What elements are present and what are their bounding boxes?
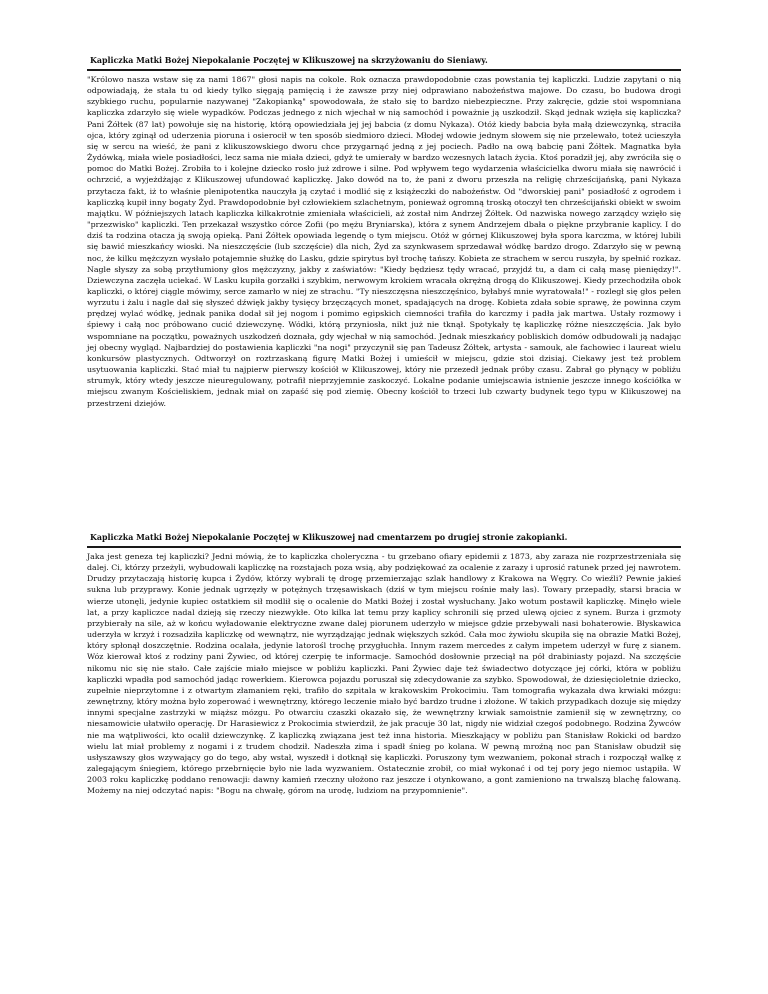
section-title-cmentarz: Kapliczka Matki Bożej Niepokalanie Poczętej w Klikuszowej nad cmentarzem po drugiej stronie zakopianki. bbox=[87, 533, 681, 548]
section-title-sieniawa: Kapliczka Matki Bożej Niepokalanie Poczętej w Klikuszowej na skrzyżowaniu do Sieniawy. bbox=[87, 56, 681, 71]
section-body-sieniawa: "Królowo nasza wstaw się za nami 1867" głosi napis na cokole. Rok oznacza prawdopodobnie czas powstania tej kapliczki. Ludzie zapytani o nią odpowiadają, że stała tu od kiedy tylko sięgają pamięcią i że zawsze przy niej odprawiano nabożeństwa majowe. Do czasu, bo budowa drogi szybkiego ruchu, popularnie nazywanej "Zakopianką" spowodowała, że stało się to bardzo niebezpieczne. Przy zakręcie, gdzie stoi wspomniana kapliczka zdarzyło się wiele wypadków. Podczas jednego z nich wjechał w nią samochód i poważnie ją uszkodził. Skąd jednak wzięła się kapliczka? Pani Żółtek (87 lat) powołuje się na historię, którą opowiedziała jej jej babcia (z domu Nykaza). Otóż kiedy babcia była małą dziewczynką, straciła ojca, który zginął od uderzenia pioruna i osierocił w ten sposób siedmioro dzieci. Młodej wdowie jednym słowem się nie przelewało, toteż ucieszyła się w sercu na wieść, że pani z klikuszowskiego dworu chce przygarnąć jedną z jej pociech. Padło na ową babcię pani Żółtek. Magnatka była Żydówką, miała wiele posiadłości, lecz sama nie miała dzieci, gdyż te umierały w bardzo wczesnych latach życia. Ktoś poradził jej, aby zwróciła się o pomoc do Matki Bożej. Zrobiła to i kolejne dziecko rosło już zdrowe i silne. Pod wpływem tego wydarzenia właścicielka dworu miała się nawrócić i ochrzcić, a wyjeżdżając z Klikuszowej ufundować kapliczkę. Jako dowód na to, że pani z dworu przeszła na religię chrześcijańską, pani Nykaza przytacza fakt, iż to właśnie plenipotentka nauczyła ją czytać i modlić się z książeczki do nabożeństw. Od "dworskiej pani" posiadłość z ogrodem i kapliczką kupił inny bogaty Żyd. Prawdopodobnie był człowiekiem szlachetnym, ponieważ ogromną troską otoczył ten chrześcijański obiekt w swoim majątku. W późniejszych latach kapliczka kilkakrotnie zmieniała właścicieli, aż został nim Andrzej Żółtek. Od nazwiska nowego zarządcy wzięło się "przezwisko" kapliczki. Ten przekazał wszystko córce Zofii (po mężu Bryniarska), która z synem Andrzejem dbała o piękne przybranie kaplicy. I do dziś ta rodzina otacza ją swoją opieką. Pani Żółtek opowiada legendę o tym miejscu. Otóż w górnej Klikuszowej była spora karczma, w której lubili się bawić mieszkańcy wioski. Na nieszczęście (lub szczęście) dla nich, Żyd za szynkwasem sprzedawał wódkę bardzo drogo. Zdarzyło się w pewną noc, że kilku mężczyzn wysłało potajemnie służkę do Lasku, gdzie spirytus był trochę tańszy. Kobieta ze strachem w sercu ruszyła, by spełnić rozkaz. Nagle słyszy za sobą przytłumiony głos mężczyzny, jakby z zaświatów: "Kiedy będziesz tędy wracać, przyjdź tu, a dam ci całą masę pieniędzy!". Dziewczyna zaczęła uciekać. W Lasku kupiła gorzałki i szybkim, nerwowym krokiem wracała okrężną drogą do Klikuszowej. Kiedy przechodziła obok kapliczki, o której ciągle mówimy, serce zamarło w niej ze strachu. "Ty nieszczęsna nieszczęśnico, byłabyś mnie wyratowała!" - rozległ się głos pełen wyrzutu i żalu i nagle dał się słyszeć dźwięk jakby tysięcy brzęczących monet, spadających na drogę. Kobieta zdała sobie sprawę, że powinna czym prędzej wylać wódkę, jednak panika dodał sił jej nogom i pomimo egipskich ciemności trafiła do karczmy i padła jak martwa. Ustały rozmowy i śpiewy i całą noc próbowano cucić dziewczynę. Wódki, którą przyniosła, nikt już nie tknął. Spotykały tę kapliczkę różne nieszczęścia. Jak było wspomniane na początku, poważnych uszkodzeń doznała, gdy wjechał w nią samochód. Jednak mieszkańcy pobliskich domów odbudowali ją nadając jej obecny wygląd. Najbardziej do postawienia kapliczki "na nogi" przyczynił się pan Tadeusz Żółtek, artysta - samouk, ale fachowiec i laureat wielu konkursów plastycznych. Odtworzył on roztrzaskaną figurę Matki Bożej i umieścił w miejscu, gdzie stoi dzisiaj. Ciekawy jest też problem usytuowania kapliczki. Stać miał tu najpierw pierwszy kościół w Klikuszowej, który nie przezedł jednak próby czasu. Zabrał go płynący w pobliżu strumyk, który wtedy jeszcze nieuregulowany, potrafił nieprzyjemnie zaskoczyć. Lokalne podanie umiejscawia istnienie jeszcze innego kościółka w miejscu zwanym Kościeliskiem, jednak miał on zapaść się pod ziemię. Obecny kościół to trzeci lub czwarty budynek tego typu w Klikuszowej na przestrzeni dziejów. bbox=[87, 75, 681, 408]
section-body-cmentarz: Jaka jest geneza tej kapliczki? Jedni mówią, że to kapliczka choleryczna - tu grzebano ofiary epidemii z 1873, aby zaraza nie rozprzestrzeniała się dalej. Ci, którzy przeżyli, wybudowali kapliczkę na rozstajach poza wsią, aby podziękować za ocalenie z zarazy i uprosić ratunek przed jej nawrotem. Drudzy przytaczają historię kupca i Żydów, którzy wybrali tę drogę przemierzając szlak handlowy z Krakowa na Węgry. Co wieźli? Pewnie jakieś sukna lub przyprawy. Konie jednak ugrzęzły w potężnych trzęsawiskach (dziś w tym miejscu rośnie mały las). Towary przepadły, starsi bracia w wierze utonęli, jedynie kupiec ostatkiem sił modlił się o ocalenie do Matki Bożej i został wysłuchany. Jako wotum postawił kapliczkę. Minęło wiele lat, a przy kapliczce nadal dzieją się rzeczy niezwykłe. Oto kilka lat temu przy kaplicy schronili się przed ulewą ojciec z synem. Burza i grzmoty przybierały na sile, aż w końcu wyładowanie elektryczne zwane dalej piorunem uderzyło w miejsce gdzie przebywali nasi bohaterowie. Błyskawica uderzyła w krzyż i rozsadziła kapliczkę od wewnątrz, nie wyrządzając jednak większych szkód. Cała moc żywiołu skupiła się na obrazie Matki Bożej, który spłonął doszczętnie. Rodzina ocalała, jedynie latorośl trochę przygłuchła. Innym razem mercedes z całym impetem uderzył w furę z sianem. Wóz kierował ktoś z rodziny pani Żywiec, od której czerpię te informacje. Samochód dosłownie przeciął na pół drabiniasty pojazd. Na szczęście nikomu nic się nie stało. Całe zajście miało miejsce w pobliżu kapliczki. Pani Żywiec daje też świadectwo dotyczące jej córki, która w pobliżu kapliczki wpadła pod samochód jadąc rowerkiem. Kierowca pojazdu poruszał się zdecydowanie za szybko. Spowodował, że dziesięcioletnie dziecko, zupełnie nieprzytomne i z otwartym złamaniem ręki, trafiło do szpitala w krakowskim Prokocimiu. Tam tomografia wykazała dwa krwiaki mózgu: zewnętrzny, który można było zoperować i wewnętrzny, którego leczenie miało być bardzo trudne i złożone. W takich przypadkach dozuje się między innymi specjalne zastrzyki w miąższ mózgu. Po otwarciu czaszki okazało się, że wewnętrzny krwiak samoistnie zamienił się w zewnętrzny, co niesamowicie ułatwiło operację. Dr Harasiewicz z Prokocimia stwierdził, że jak pracuje 30 lat, nigdy nie widział czegoś podobnego. Rodzina Żywców nie ma wątpliwości, kto ocalił dziewczynkę. Z kapliczką związana jest też inna historia. Mieszkający w pobliżu pan Stanisław Rokicki od bardzo wielu lat miał problemy z nogami i z trudem chodził. Nadeszła zima i spadł śnieg po kolana. W pewną mroźną noc pan Stanisław obudził się usłyszawszy głos wzywający go do tego, aby wstał, wyszedł i dotknął się kapliczki. Poruszony tym wezwaniem, pokonał strach i rozpoczął walkę z zalegającym śniegiem, którego przebrnięcie było nie lada wyzwaniem. Ostatecznie zrobił, co miał wykonać i od tej pory jego niemoc ustąpiła. W 2003 roku kapliczkę poddano renowacji: dawny kamień rzeczny ułożono raz jeszcze i otynkowano, a gont zamieniono na trwalszą blachę falowaną. Możemy na niej odczytać napis: "Bogu na chwałę, górom na urodę, ludziom na przypomnienie". bbox=[87, 552, 681, 796]
